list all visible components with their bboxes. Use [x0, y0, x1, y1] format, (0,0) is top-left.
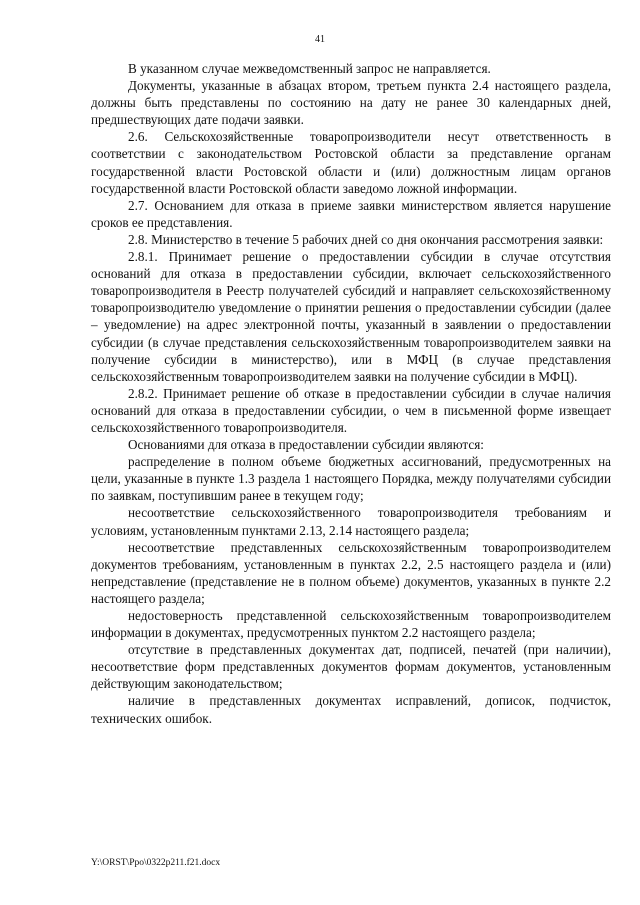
paragraph: Основаниями для отказа в предоставлении субсидии являются:	[128, 437, 484, 453]
paragraph: отсутствие в представленных документах дат, подписей, печатей (при наличии), несоответствие форм представленных документов формам документов, установленным действующим законодательством;	[91, 642, 611, 692]
paragraph: Документы, указанные в абзацах втором, третьем пункта 2.4 настоящего раздела, должны быть представлены по состоянию на дату не ранее 30 календарных дней, предшествующих дате подачи заявки.	[91, 78, 611, 128]
paragraph: 2.7. Основанием для отказа в приеме заявки министерством является нарушение сроков ее представления.	[91, 197, 611, 230]
paragraph: 2.8. Министерство в течение 5 рабочих дней со дня окончания рассмотрения заявки:	[128, 231, 604, 247]
paragraph: 2.8.1. Принимает решение о предоставлении субсидии в случае отсутствия оснований для отказа в предоставлении субсидии, включает сельскохозяйственного товаропроизводителя в Реестр получателей субсидий и направляет сельскохозяйственному товаропроизводителю уведомление о принятии решения о предоставлении субсидии (далее – уведомление) на адрес электронной почты, указанный в заявлении о предоставлении субсидии (в случае представления сельскохозяйственным товаропроизводителем заявки на получение субсидии в министерство), или в МФЦ (в случае представления сельскохозяйственным товаропроизводителем заявки на получение субсидии в МФЦ).	[91, 249, 611, 384]
paragraph: 2.6. Сельскохозяйственные товаропроизводители несут ответственность в соответствии с законодательством Ростовской области за представление органам государственной власти Ростовской области и (или) должностным лицам органов государственной власти Ростовской области заведомо ложной информации.	[91, 129, 611, 196]
body-text	[91, 60, 611, 727]
paragraph: недостоверность представленной сельскохозяйственным товаропроизводителем информации в документах, предусмотренных пунктом 2.2 настоящего раздела;	[91, 608, 611, 641]
page-number: 41	[315, 34, 325, 45]
paragraph: несоответствие представленных сельскохозяйственным товаропроизводителем документов требованиям, установленным в пунктах 2.2, 2.5 настоящего раздела и (или) непредставление (представление не в полном объеме) документов, указанных в пункте 2.2 настоящего раздела;	[91, 539, 611, 606]
paragraph: несоответствие сельскохозяйственного товаропроизводителя требованиям и условиям, установленным пунктами 2.13, 2.14 настоящего раздела;	[91, 505, 611, 538]
paragraph: распределение в полном объеме бюджетных ассигнований, предусмотренных на цели, указанные в пункте 1.3 раздела 1 настоящего Порядка, между получателями субсидии по заявкам, поступившим ранее в текущем году;	[91, 454, 611, 504]
paragraph: В указанном случае межведомственный запрос не направляется.	[128, 61, 491, 76]
paragraph: 2.8.2. Принимает решение об отказе в предоставлении субсидии в случае наличия оснований для отказа в предоставлении субсидии, о чем в письменной форме извещает сельскохозяйственного товаропроизводителя.	[91, 385, 611, 435]
paragraph: наличие в представленных документах исправлений, дописок, подчисток, технических ошибок.	[91, 693, 611, 726]
footer-file-path: Y:\ORST\Ppo\0322p211.f21.docx	[91, 858, 221, 868]
